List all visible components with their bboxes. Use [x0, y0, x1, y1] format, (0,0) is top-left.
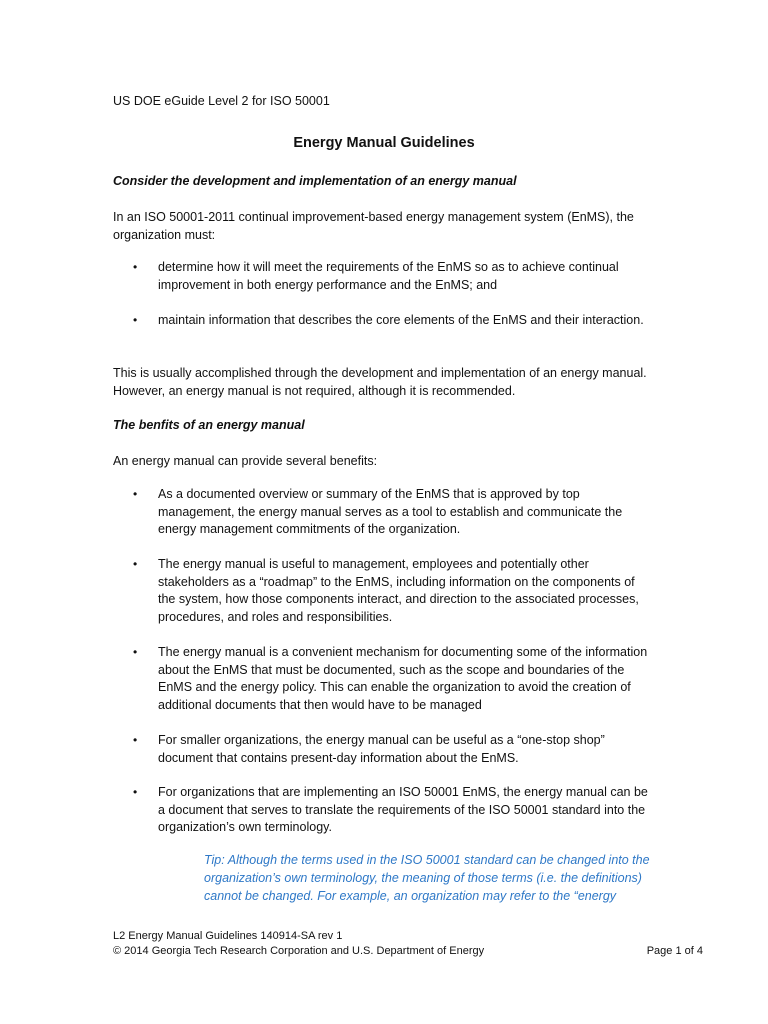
list-item: [113, 486, 653, 539]
section-heading-benefits: The benfits of an energy manual: [113, 418, 305, 432]
running-header: US DOE eGuide Level 2 for ISO 50001: [113, 94, 330, 108]
list-item-text: The energy manual is a convenient mechanism for documenting some of the information about the EnMS that must be documented, such as the scope and boundaries of the EnMS and the energy policy. This can enable the organization to avoid the creation of additional documents that then would have to be managed: [158, 645, 648, 712]
list-item: [113, 784, 653, 837]
bullet-icon: •: [133, 260, 138, 274]
list-item: [113, 732, 653, 767]
list-item-text: maintain information that describes the core elements of the EnMS and their interaction.: [158, 313, 644, 327]
benefits-list-2: [113, 556, 653, 626]
list-item-text: The energy manual is useful to management, employees and potentially other stakeholders as a “roadmap” to the EnMS, including information on the components of the system, how those components interact, and direction to the associated processes, procedures, and roles and responsibilities.: [158, 557, 639, 624]
page-title: Energy Manual Guidelines: [293, 135, 475, 151]
benefits-list-1: [113, 486, 653, 539]
closing-paragraph: This is usually accomplished through the development and implementation of an energy manual. However, an energy manual is not required, although it is recommended.: [113, 366, 647, 398]
bullet-icon: •: [133, 557, 138, 571]
list-item-text: For smaller organizations, the energy manual can be useful as a “one-stop shop” document that contains present-day information about the EnMS.: [158, 733, 605, 765]
benefits-list-3: [113, 644, 653, 714]
intro-paragraph: In an ISO 50001-2011 continual improvement-based energy management system (EnMS), the organization must:: [113, 210, 634, 242]
list-item-text: As a documented overview or summary of the EnMS that is approved by top management, the energy manual serves as a tool to establish and communicate the energy management commitments of the organization.: [158, 487, 623, 537]
requirements-list-continued: [113, 312, 653, 330]
list-item: [113, 259, 653, 294]
list-item: [113, 312, 653, 330]
list-item: [113, 644, 653, 714]
requirements-list: [113, 259, 653, 294]
bullet-icon: •: [133, 313, 138, 327]
bullet-icon: •: [133, 645, 138, 659]
tip-callout: Tip: Although the terms used in the ISO 50001 standard can be changed into the organization’s own terminology, the meaning of those terms (i.e. the definitions) cannot be changed. For example, an organization may refer to the “energy: [204, 853, 650, 903]
bullet-icon: •: [133, 733, 138, 747]
list-item-text: determine how it will meet the requirements of the EnMS so as to achieve continual improvement in both energy performance and the EnMS; and: [158, 260, 619, 292]
list-item: [113, 556, 653, 626]
page-footer: [113, 929, 703, 958]
page-number: Page 1 of 4: [646, 944, 703, 957]
benefits-list-5: [113, 784, 653, 837]
list-item-text: For organizations that are implementing an ISO 50001 EnMS, the energy manual can be a document that serves to translate the requirements of the ISO 50001 standard into the organization’s own terminology.: [158, 785, 648, 835]
footer-doc-id: L2 Energy Manual Guidelines 140914-SA rev 1: [113, 930, 343, 942]
footer-copyright: © 2014 Georgia Tech Research Corporation and U.S. Department of Energy: [113, 944, 485, 957]
benefits-intro: An energy manual can provide several benefits:: [113, 454, 378, 468]
benefits-list-4: [113, 732, 653, 767]
section-heading-development: Consider the development and implementation of an energy manual: [113, 174, 517, 188]
bullet-icon: •: [133, 785, 138, 799]
bullet-icon: •: [133, 487, 138, 501]
